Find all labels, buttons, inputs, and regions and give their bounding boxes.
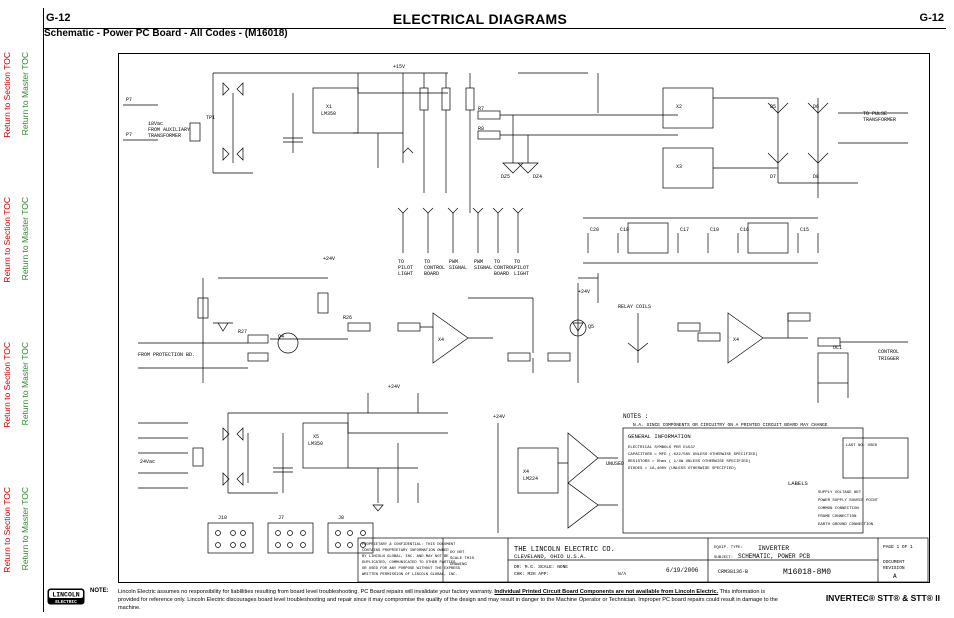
svg-text:PILOT: PILOT	[514, 265, 530, 271]
svg-text:D5: D5	[770, 104, 777, 110]
svg-text:SCHEMATIC, POWER PCB: SCHEMATIC, POWER PCB	[738, 553, 811, 560]
svg-text:FROM AUXILIARY: FROM AUXILIARY	[148, 127, 191, 133]
svg-text:D6: D6	[813, 104, 820, 110]
svg-text:DRAWING: DRAWING	[450, 563, 467, 567]
svg-text:C16: C16	[740, 227, 750, 233]
lincoln-electric-logo	[47, 588, 85, 605]
svg-text:TRANSFORMER: TRANSFORMER	[148, 133, 182, 139]
return-to-master-toc-link[interactable]: Return to Master TOC	[20, 52, 30, 136]
svg-text:PWM: PWM	[474, 259, 484, 265]
svg-text:DZ4: DZ4	[533, 174, 543, 180]
svg-text:PILOT: PILOT	[398, 265, 414, 271]
svg-text:LABELS: LABELS	[788, 480, 808, 487]
svg-text:TO: TO	[424, 259, 431, 265]
svg-text:TO: TO	[494, 259, 501, 265]
svg-text:+24V: +24V	[323, 256, 336, 262]
product-name: INVERTEC® STT® & STT® II	[825, 593, 940, 603]
svg-text:DUPLICATED, COMMUNICATED TO OT: DUPLICATED, COMMUNICATED TO OTHER PARTIES	[362, 561, 456, 565]
svg-text:UNUSED: UNUSED	[606, 461, 625, 467]
svg-text:SCALE THIS: SCALE THIS	[450, 557, 475, 561]
svg-text:SIGNAL: SIGNAL	[449, 265, 468, 271]
svg-text:ELECTRICAL SYMBOLS PER E1537: ELECTRICAL SYMBOLS PER E1537	[628, 446, 696, 450]
svg-text:LINCOLN: LINCOLN	[52, 591, 80, 599]
svg-text:PWM: PWM	[449, 259, 459, 265]
toc-sidebar	[0, 0, 42, 618]
svg-text:GENERAL INFORMATION: GENERAL INFORMATION	[628, 433, 691, 440]
note-label: NOTE:	[90, 588, 109, 594]
svg-text:6/19/2006: 6/19/2006	[666, 567, 699, 574]
svg-text:X2: X2	[676, 104, 683, 110]
toc-group-3	[0, 330, 42, 470]
svg-text:SUPPLY VOLTAGE NET: SUPPLY VOLTAGE NET	[818, 491, 862, 495]
return-to-master-toc-link[interactable]: Return to Master TOC	[20, 342, 30, 426]
svg-text:TO: TO	[398, 259, 405, 265]
svg-text:OR USED FOR ANY PURPOSE WITHOU: OR USED FOR ANY PURPOSE WITHOUT THE EXPRESS	[362, 567, 460, 571]
svg-text:C19: C19	[710, 227, 720, 233]
svg-text:INVERTER: INVERTER	[758, 545, 790, 552]
svg-text:P7: P7	[126, 97, 133, 103]
page-number-right: G-12	[919, 12, 944, 24]
svg-text:RESISTORS = Ohms ( 1/4W UNLE: RESISTORS = Ohms ( 1/4W UNLESS OTHERWISE SPECIFIED)	[628, 460, 751, 464]
svg-text:SIGNAL: SIGNAL	[474, 265, 493, 271]
svg-text:R8: R8	[478, 126, 485, 132]
svg-text:R26: R26	[343, 315, 353, 321]
svg-text:R7: R7	[478, 106, 485, 112]
return-to-master-toc-link[interactable]: Return to Master TOC	[20, 197, 30, 281]
return-to-section-toc-link[interactable]: Return to Section TOC	[2, 342, 12, 428]
note-text-1: Lincoln Electric assumes no responsibility for liablilities resulting from board level troubleshooting. PC Board repairs will invalidate your factory warranty.	[118, 589, 493, 595]
svg-text:D7: D7	[770, 174, 777, 180]
svg-text:+24V: +24V	[578, 289, 591, 295]
page-subtitle: Schematic - Power PC Board - All Codes - (M16018)	[44, 28, 288, 39]
page-number-left: G-12	[46, 12, 71, 24]
svg-text:C18: C18	[620, 227, 630, 233]
svg-text:CONTROL: CONTROL	[494, 265, 516, 271]
svg-text:EQUIP. TYPE:: EQUIP. TYPE:	[714, 546, 743, 550]
svg-text:LM224: LM224	[523, 476, 539, 482]
svg-text:+24V: +24V	[493, 414, 506, 420]
svg-text:J10: J10	[218, 515, 228, 521]
svg-text:X1: X1	[326, 104, 333, 110]
svg-text:CONTROL: CONTROL	[424, 265, 446, 271]
svg-text:24Vac: 24Vac	[140, 459, 156, 465]
svg-text:D8: D8	[813, 174, 820, 180]
svg-text:Q5: Q5	[588, 324, 595, 330]
svg-text:X4: X4	[733, 337, 740, 343]
svg-text:N.A. SINCE COMPONENTS OR CIRCU: N.A. SINCE COMPONENTS OR CIRCUITRY ON A PRINTED CIRCUIT BOARD MAY CHANGE	[633, 423, 828, 428]
disclaimer-note	[118, 588, 788, 612]
svg-text:J7: J7	[278, 515, 285, 521]
svg-text:TO PULSE: TO PULSE	[863, 111, 888, 117]
svg-text:X5: X5	[313, 434, 320, 440]
svg-text:M16018-8M0: M16018-8M0	[783, 568, 832, 577]
svg-text:COMMON CONNECTION: COMMON CONNECTION	[818, 507, 859, 511]
svg-text:BOARD: BOARD	[424, 271, 440, 277]
svg-text:LM350: LM350	[308, 441, 324, 447]
return-to-section-toc-link[interactable]: Return to Section TOC	[2, 197, 12, 283]
note-bold: Individual Printed Circuit Board Components are not available from Lincoln Electric.	[494, 589, 719, 595]
svg-text:X4: X4	[438, 337, 445, 343]
svg-text:J8: J8	[338, 515, 345, 521]
schematic-diagram	[118, 53, 930, 583]
svg-text:C17: C17	[680, 227, 690, 233]
svg-text:REVISION: REVISION	[883, 566, 905, 571]
svg-text:DR: M.G. SCALE: NONE: DR: M.G. SCALE: NONE	[514, 565, 569, 570]
return-to-master-toc-link[interactable]: Return to Master TOC	[20, 487, 30, 571]
svg-text:CAPACITORS = MFD (.022/50V UN: CAPACITORS = MFD (.022/50V UNLESS OTHERWISE SPECIFIED)	[628, 453, 758, 457]
svg-text:LAST NO. USED: LAST NO. USED	[846, 444, 878, 448]
svg-text:LM350: LM350	[321, 111, 337, 117]
return-to-section-toc-link[interactable]: Return to Section TOC	[2, 52, 12, 138]
toc-group-4	[0, 475, 42, 615]
return-to-section-toc-link[interactable]: Return to Section TOC	[2, 487, 12, 573]
svg-text:EARTH GROUND CONNECTION: EARTH GROUND CONNECTION	[818, 523, 874, 527]
svg-text:WRITTEN PERMISSION OF LINCOLN: WRITTEN PERMISSION OF LINCOLN GLOBAL, INC.	[362, 573, 458, 577]
page-title: ELECTRICAL DIAGRAMS	[392, 11, 568, 27]
svg-text:P7: P7	[126, 132, 133, 138]
svg-text:TP1: TP1	[206, 115, 216, 121]
svg-text:DO NOT: DO NOT	[450, 551, 465, 555]
svg-text:CHK: M2H APP:: CHK: M2H APP:	[514, 572, 550, 577]
svg-text:THE LINCOLN ELECTRIC CO.: THE LINCOLN ELECTRIC CO.	[514, 546, 615, 554]
svg-text:TO: TO	[514, 259, 521, 265]
svg-text:BOARD: BOARD	[494, 271, 510, 277]
svg-text:BY LINCOLN GLOBAL, INC. AND MA: BY LINCOLN GLOBAL, INC. AND MAY NOT BE	[362, 555, 449, 559]
svg-text:CONTROL: CONTROL	[878, 349, 900, 355]
svg-text:+15V: +15V	[393, 64, 406, 70]
svg-text:X4: X4	[523, 469, 530, 475]
toc-group-2	[0, 185, 42, 325]
svg-text:OCI: OCI	[833, 345, 843, 351]
svg-text:POWER SUPPLY SOURCE POINT: POWER SUPPLY SOURCE POINT	[818, 499, 879, 503]
svg-text:N/A: N/A	[618, 572, 627, 577]
svg-text:NOTES :: NOTES :	[623, 413, 649, 420]
svg-text:ELECTRIC: ELECTRIC	[55, 600, 77, 605]
svg-text:18Vac: 18Vac	[148, 121, 164, 127]
svg-text:R27: R27	[238, 329, 248, 335]
svg-text:LIGHT: LIGHT	[398, 271, 414, 277]
svg-text:C20: C20	[590, 227, 600, 233]
svg-text:FROM PROTECTION BD.: FROM PROTECTION BD.	[138, 352, 196, 358]
svg-text:LIGHT: LIGHT	[514, 271, 530, 277]
svg-text:A: A	[893, 573, 897, 580]
svg-text:CRM38136-B: CRM38136-B	[718, 569, 749, 575]
svg-text:TRANSFORMER: TRANSFORMER	[863, 117, 897, 123]
svg-text:RELAY COILS: RELAY COILS	[618, 304, 652, 310]
svg-text:DOCUMENT: DOCUMENT	[883, 560, 905, 565]
svg-text:DIODES = 1A,400V (UNLESS OTHE: DIODES = 1A,400V (UNLESS OTHERWISE SPECIFIED)	[628, 467, 737, 471]
svg-text:TRIGGER: TRIGGER	[878, 356, 900, 362]
sidebar-divider	[43, 8, 44, 612]
svg-text:C15: C15	[800, 227, 810, 233]
toc-group-1	[0, 40, 42, 180]
svg-text:SUBJECT:: SUBJECT:	[714, 556, 734, 560]
svg-text:PAGE 1 OF 1: PAGE 1 OF 1	[883, 545, 913, 550]
note-text-2: This information is provided for reference only. Lincoln Electric discourages board level troubleshooting and repair since it may compromise the quality of the design and may result in danger to the Machine Operator or Technician. Improper PC board repairs could result in damage to the machine.	[118, 589, 778, 611]
svg-text:FRAME CONNECTION: FRAME CONNECTION	[818, 515, 857, 519]
svg-text:PROPRIETARY & CONFIDENTIAL: TH: PROPRIETARY & CONFIDENTIAL: THIS DOCUMENT	[362, 543, 456, 547]
svg-text:+24V: +24V	[388, 384, 401, 390]
svg-text:DZ5: DZ5	[501, 174, 511, 180]
svg-text:CLEVELAND, OHIO U.S.A.: CLEVELAND, OHIO U.S.A.	[514, 553, 587, 560]
svg-text:CONTAINS PROPRIETARY INFORMATI: CONTAINS PROPRIETARY INFORMATION OWNED	[362, 549, 449, 553]
svg-text:Q4: Q4	[278, 334, 285, 340]
svg-text:X3: X3	[676, 164, 683, 170]
